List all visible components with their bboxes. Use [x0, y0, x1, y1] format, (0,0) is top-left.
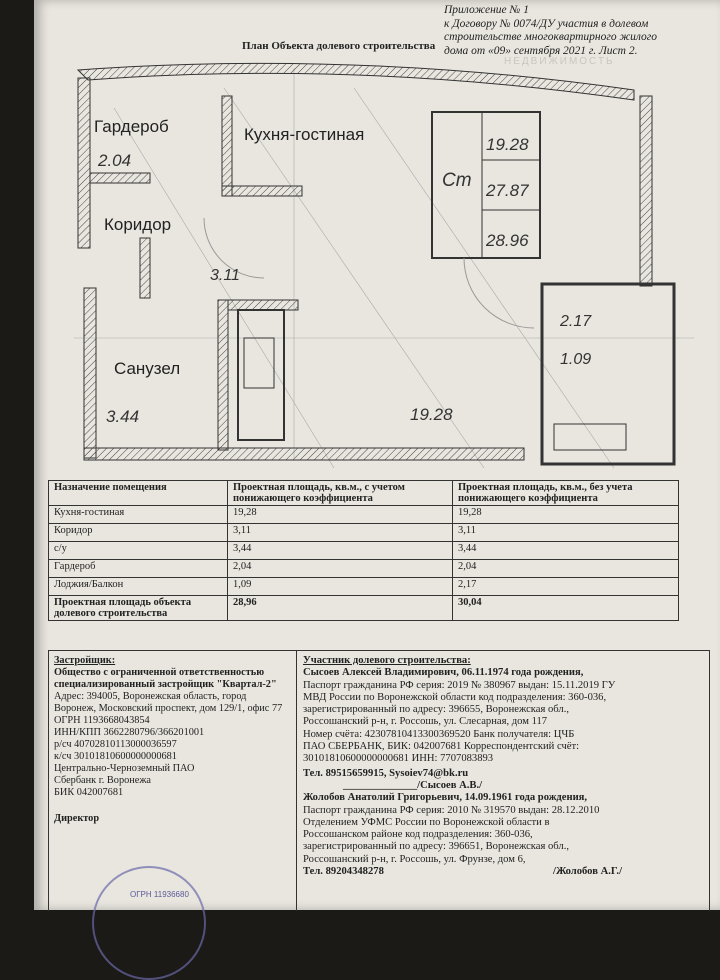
room-label-kitchen: Кухня-гостиная: [244, 125, 365, 144]
participant1-contacts: Тел. 89515659915, Sysoiev74@bk.ru: [303, 767, 469, 779]
area-kitchen: 19.28: [410, 405, 453, 424]
loggia: [542, 284, 674, 464]
participant2-name: Жолобов Анатолий Григорьевич, 14.09.1961 года рождения,: [303, 792, 588, 804]
door-swing: [464, 258, 534, 328]
area-bathroom: 3.44: [106, 407, 140, 426]
right-wall: [640, 96, 652, 286]
area-with-cell: 1,09: [228, 578, 453, 596]
participant1-line: 30101810600000000681 ИНН: 7707083893: [303, 753, 494, 765]
participant2-contacts: Тел. 89204348278: [303, 866, 384, 878]
developer-address: Адрес: 394005, Воронежская область, город Воронеж, Московский проспект, дом 129/1, офис 77: [54, 691, 283, 714]
partition-wall: [140, 238, 150, 298]
header-line: Приложение № 1: [444, 4, 529, 16]
total-with-cell: 28,96: [228, 596, 453, 621]
participant1-name: Сысоев Алексей Владимирович, 06.11.1974 года рождения,: [303, 667, 584, 679]
director-label: Директор: [54, 813, 100, 824]
participant1-line: Номер счёта: 42307810413300369520 Банк получателя: ЦЧБ: [303, 728, 575, 740]
left-wall-upper: [78, 78, 90, 248]
participant1-line: Паспорт гражданина РФ серия: 2019 № 380967 выдан: 15.11.2019 ГУ: [303, 679, 616, 691]
room-name-cell: с/у: [49, 542, 228, 560]
participant2-line: Россошанский р-н, г. Россошь, ул. Фрунзе, дом 6,: [303, 853, 526, 865]
floor-plan: [54, 48, 694, 478]
table-total-row: [49, 596, 679, 621]
header-line: к Договору № 0074/ДУ участия в долевом: [444, 17, 649, 30]
table-header-cell: Проектная площадь, кв.м., с учетом понижающего коэффициента: [228, 481, 453, 506]
area-without-cell: 3,44: [453, 542, 679, 560]
participant2-footer: [303, 866, 703, 879]
developer-name: Общество с ограниченной ответственностью специализированный застройщик "Квартал-2": [54, 667, 277, 690]
room-name-cell: Кухня-гостиная: [49, 506, 228, 524]
room-label-bathroom: Санузел: [114, 359, 181, 378]
developer-bik: БИК 042007681: [54, 787, 124, 798]
developer-bank: Центрально-Черноземный ПАО: [54, 763, 195, 774]
participant1-line: Россошанский р-н, г. Россошь, ул. Слесарная, дом 117: [303, 716, 548, 728]
area-loggia-2: 1.09: [560, 351, 592, 368]
header-line: дома от «09» сентября 2021 г. Лист 2.: [444, 44, 638, 57]
area-without-cell: 2,04: [453, 560, 679, 578]
partition-wall: [222, 96, 232, 196]
developer-ks: к/сч 30101810600000000681: [54, 751, 177, 762]
table-row: [49, 560, 679, 578]
header-line: строительстве многоквартирного жилого: [444, 31, 658, 43]
table-row: [49, 524, 679, 542]
participant2-line: Паспорт гражданина РФ серия: 2010 № 319570 выдан: 28.12.2010: [303, 804, 600, 816]
document-sheet: [34, 0, 720, 910]
area-with-cell: 3,44: [228, 542, 453, 560]
participant1-signature: ______________/Сысоев А.В./: [343, 779, 483, 791]
table-row: [49, 578, 679, 596]
room-name-cell: Лоджия/Балкон: [49, 578, 228, 596]
area-without-cell: 3,11: [453, 524, 679, 542]
bathroom-wall: [218, 300, 228, 450]
participant2-signature: /Жолобов А.Г./: [553, 866, 623, 878]
room-name-cell: Гардероб: [49, 560, 228, 578]
developer-inn: ИНН/КПП 3662280796/366201001: [54, 727, 205, 738]
exterior-wall: [78, 63, 634, 100]
area-without-cell: 2,17: [453, 578, 679, 596]
partition-wall: [90, 173, 150, 183]
participant2-line: зарегистрированный по адресу: 396651, Воронежская обл.,: [303, 841, 569, 853]
developer-bank: Сбербанк г. Воронежа: [54, 775, 152, 786]
participant1-line: зарегистрированный по адресу: 396655, Воронежская обл.,: [303, 704, 569, 716]
total-name-cell: Проектная площадь объекта долевого строительства: [49, 596, 228, 621]
developer-ogrn: ОГРН 1193668043854: [54, 715, 150, 726]
participant1-line: ПАО СБЕРБАНК, БИК: 042007681 Корреспондентский счёт:: [303, 741, 580, 753]
area-st-label: Ст: [442, 170, 472, 191]
area-table: [48, 480, 679, 621]
participant1-line: МВД России по Воронежской области код подразделения: 360-036,: [303, 691, 607, 703]
table-row: [49, 506, 679, 524]
area-corridor: 3.11: [210, 267, 240, 284]
participant-details: [297, 651, 709, 883]
table-header-cell: Проектная площадь, кв.м., без учета понижающего коэффициента: [453, 481, 679, 506]
area-st-3: 28.96: [486, 231, 529, 250]
loggia-radiator: [554, 424, 626, 450]
area-with-cell: 19,28: [228, 506, 453, 524]
table-header-row: [49, 481, 679, 506]
area-loggia-1: 2.17: [560, 313, 592, 330]
room-label-garderob: Гардероб: [94, 117, 169, 136]
table-header-cell: Назначение помещения: [49, 481, 228, 506]
watermark: НЕДВИЖИМОСТЬ: [504, 56, 615, 67]
bathroom-wall: [228, 300, 298, 310]
plan-title: План Объекта долевого строительства: [242, 40, 436, 52]
participant2-line: Отделением УФМС России по Воронежской области в: [303, 816, 550, 828]
area-with-cell: 2,04: [228, 560, 453, 578]
left-wall-lower: [84, 288, 96, 458]
partition-wall: [222, 186, 302, 196]
room-label-corridor: Коридор: [104, 215, 172, 234]
developer-rs: р/сч 40702810113000036597: [54, 739, 177, 750]
area-st-1: 19.28: [486, 135, 529, 154]
bottom-wall: [84, 448, 524, 460]
total-without-cell: 30,04: [453, 596, 679, 621]
participant-heading: Участник долевого строительства:: [303, 655, 471, 666]
area-st-2: 27.87: [486, 181, 529, 200]
room-name-cell: Коридор: [49, 524, 228, 542]
area-without-cell: 19,28: [453, 506, 679, 524]
seal-text: ОГРН 11936680: [130, 890, 189, 899]
area-garderob: 2.04: [98, 151, 132, 170]
area-with-cell: 3,11: [228, 524, 453, 542]
participant2-line: Россошанском районе код подразделения: 360-036,: [303, 829, 533, 841]
developer-heading: Застройщик:: [54, 655, 116, 666]
company-seal: [92, 866, 206, 980]
table-row: [49, 542, 679, 560]
